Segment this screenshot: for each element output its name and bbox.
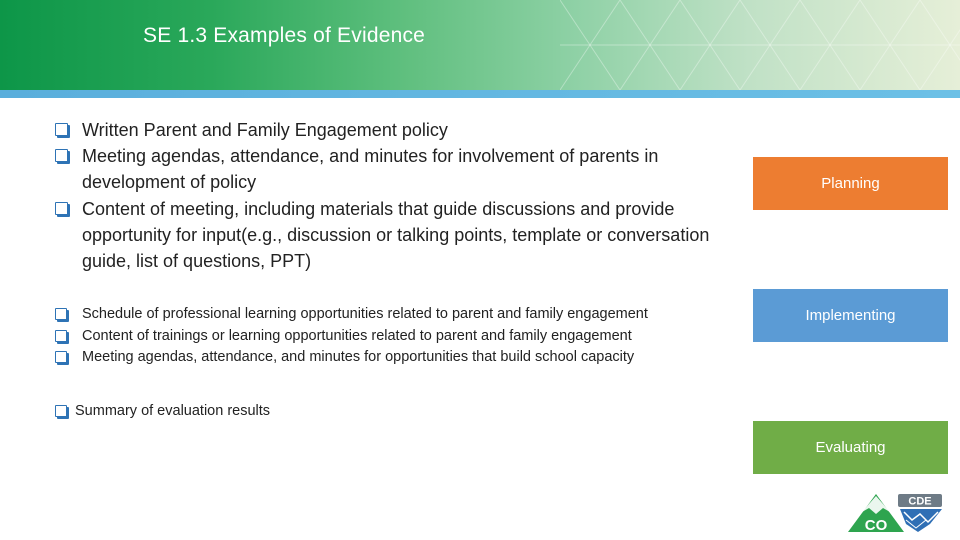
evaluating-stage-label: Evaluating <box>753 421 948 474</box>
planning-evidence-list <box>82 117 742 274</box>
title-underline-bar <box>0 90 960 98</box>
list-item: Summary of evaluation results <box>75 401 475 422</box>
list-item: Content of meeting, including materials that guide discussions and provide opportunity for input(e.g., discussion or talking points, template or conversation guide, list of questions, PPT) <box>82 196 742 275</box>
checkbox-bullet-icon <box>55 330 67 342</box>
svg-text:CDE: CDE <box>908 495 932 508</box>
implementing-stage-label: Implementing <box>753 289 948 342</box>
checkbox-bullet-icon <box>55 351 67 363</box>
list-item: Written Parent and Family Engagement policy <box>82 117 742 143</box>
checkbox-bullet-icon <box>55 149 68 162</box>
checkbox-bullet-icon <box>55 405 67 417</box>
triangle-pattern <box>560 0 960 90</box>
list-item: Meeting agendas, attendance, and minutes for involvement of parents in development of policy <box>82 143 742 195</box>
evaluating-evidence-list <box>75 401 475 422</box>
list-item: Schedule of professional learning opportunities related to parent and family engagement <box>82 304 742 326</box>
list-item: Meeting agendas, attendance, and minutes for opportunities that build school capacity <box>82 347 742 369</box>
checkbox-bullet-icon <box>55 123 68 136</box>
cde-logo-icon <box>846 490 956 535</box>
checkbox-bullet-icon <box>55 202 68 215</box>
svg-text:CO: CO <box>864 517 888 534</box>
implementing-evidence-list <box>82 304 742 369</box>
title-banner <box>0 0 960 90</box>
planning-stage-label: Planning <box>753 157 948 210</box>
checkbox-bullet-icon <box>55 308 67 320</box>
slide-title: SE 1.3 Examples of Evidence <box>143 24 426 47</box>
list-item: Content of trainings or learning opportunities related to parent and family engagement <box>82 326 742 348</box>
